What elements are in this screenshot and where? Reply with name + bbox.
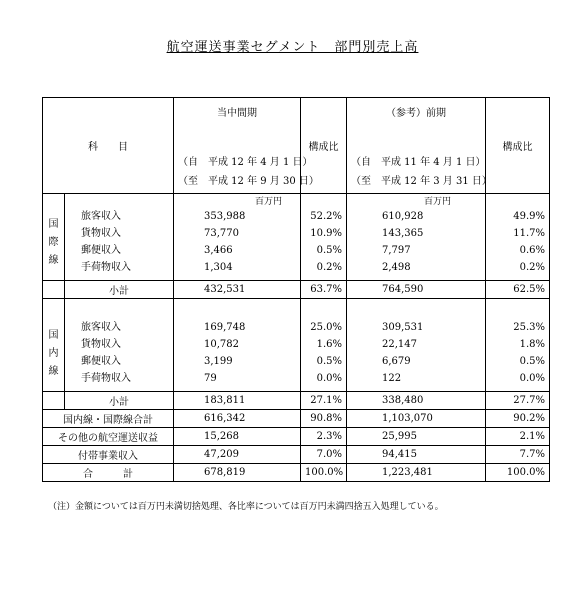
- domestic-previous-ratios: 25.3% 1.8% 0.5% 0.0%: [486, 299, 550, 392]
- table-row: 国内線・国際線合計 616,342 90.8% 1,103,070 90.2%: [43, 410, 550, 428]
- domestic-item-names: [65, 299, 174, 392]
- grand-total-row: 合 計 678,819 100.0% 1,223,481 100.0%: [43, 464, 550, 482]
- previous-period-to: （至 平成 12 年 3 月 31 日）: [351, 176, 492, 187]
- page-title: 航空運送事業セグメント 部門別売上高: [166, 40, 419, 55]
- international-group-label: 国 際 線: [43, 194, 65, 281]
- international-current-values: 百万円 353,988 73,770 3,466 1,304: [174, 194, 301, 281]
- current-period-to: （至 平成 12 年 9 月 30 日）: [178, 176, 319, 187]
- previous-period-header: [347, 98, 492, 194]
- domestic-group-label: 国 内 線: [43, 299, 65, 392]
- unit-previous: 百万円: [423, 197, 451, 207]
- current-period-header: [174, 98, 319, 194]
- table-row: 付帯事業収入 47,209 7.0% 94,415 7.7%: [43, 446, 550, 464]
- current-ratio-header: 構成比: [301, 98, 347, 194]
- list-item: 手荷物収入: [81, 373, 131, 384]
- list-item: 郵便収入: [81, 245, 121, 256]
- domestic-subtotal-row: 小計 183,811 27.1% 338,480 27.7%: [43, 392, 550, 410]
- table-row: その他の航空運送収益 15,268 2.3% 25,995 2.1%: [43, 428, 550, 446]
- list-item: 旅客収入: [81, 322, 121, 333]
- item-header: 科 目: [43, 98, 174, 194]
- previous-ratio-header: 構成比: [486, 98, 550, 194]
- previous-period-name: （参考）前期: [386, 108, 446, 119]
- international-previous-values: 百万円 610,928 143,365 7,797 2,498: [347, 194, 486, 281]
- domestic-current-ratios: 25.0% 1.6% 0.5% 0.0%: [301, 299, 347, 392]
- international-section: [43, 194, 550, 281]
- international-previous-ratios: 49.9% 11.7% 0.6% 0.2%: [486, 194, 550, 281]
- list-item: 貨物収入: [81, 228, 121, 239]
- previous-period-from: （自 平成 11 年 4 月 1 日）: [351, 157, 486, 168]
- list-item: 郵便収入: [81, 356, 121, 367]
- table-header-row: [43, 98, 550, 194]
- international-item-names: [65, 194, 174, 281]
- current-period-name: 当中間期: [217, 108, 257, 119]
- international-subtotal-row: 小計 432,531 63.7% 764,590 62.5%: [43, 281, 550, 299]
- segment-sales-table: [42, 97, 550, 482]
- domestic-previous-values: 309,531 22,147 6,679 122: [347, 299, 486, 392]
- unit-current: 百万円: [254, 197, 282, 207]
- international-current-ratios: 52.2% 10.9% 0.5% 0.2%: [301, 194, 347, 281]
- list-item: 手荷物収入: [81, 262, 131, 273]
- domestic-section: [43, 299, 550, 392]
- footnote: （注）金額については百万円未満切捨処理、各比率については百万円未満四捨五入処理している。: [48, 502, 444, 512]
- domestic-current-values: 169,748 10,782 3,199 79: [174, 299, 301, 392]
- list-item: 旅客収入: [81, 211, 121, 222]
- current-period-from: （自 平成 12 年 4 月 1 日）: [178, 157, 313, 168]
- list-item: 貨物収入: [81, 339, 121, 350]
